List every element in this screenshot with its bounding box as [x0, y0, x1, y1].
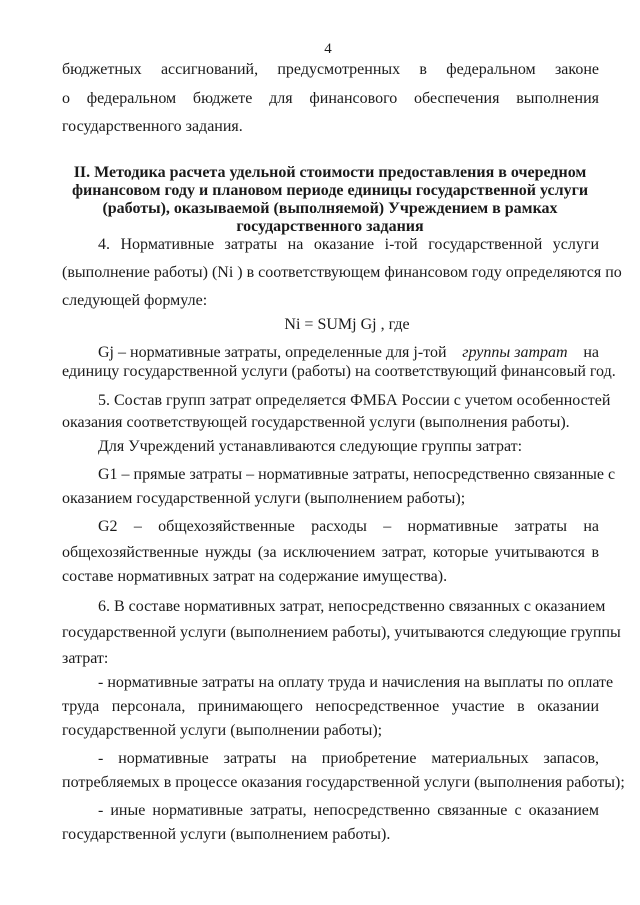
page-number: 4 — [324, 41, 332, 57]
formula: Ni = SUMj Gj , где — [284, 316, 410, 333]
intro-line-1: бюджетных ассигнований, предусмотренных в федеральном законе — [62, 61, 599, 78]
bullet-1-line-1: - нормативные затраты на оплату труда и начисления на выплаты по оплате — [98, 674, 614, 691]
gj-line-1 — [98, 343, 599, 363]
bullet-3-line-1: - иные нормативные затраты, непосредственно связанные с оказанием — [98, 802, 599, 819]
p5-line-2: оказания соответствующей государственной услуги (выполнения работы). — [62, 414, 570, 431]
bullet-3-line-2: государственной услуги (выполнением работы). — [62, 826, 391, 843]
p4-line-1: 4. Нормативные затраты на оказание i-той государственной услуги — [98, 236, 599, 253]
p5-line-1: 5. Состав групп затрат определяется ФМБА России с учетом особенностей — [98, 392, 611, 409]
g2-line-1: G2 – общехозяйственные расходы – нормативные затраты на — [98, 518, 599, 535]
bullet-1-line-2: труда персонала, принимающего непосредственное участие в оказании — [62, 698, 599, 715]
g1-line-1: G1 – прямые затраты – нормативные затраты, непосредственно связанные с — [98, 466, 616, 483]
section-title-line-2: финансовом году и плановом периоде единицы государственной услуги — [71, 182, 589, 199]
intro-line-3: государственного задания. — [62, 118, 243, 135]
gj-line-2: единицу государственной услуги (работы) на соответствующий финансовый год. — [62, 363, 616, 380]
g2-line-3: составе нормативных затрат на содержание имущества). — [62, 568, 448, 585]
section-title-line-1: II. Методика расчета удельной стоимости предоставления в очередном — [73, 164, 587, 181]
bullet-2-line-2: потребляемых в процессе оказания государственной услуги (выполнения работы); — [62, 774, 625, 791]
p4-line-3: следующей формуле: — [62, 292, 208, 309]
bullet-1-line-3: государственной услуги (выполнении работы); — [62, 722, 383, 739]
gj-tail: на — [583, 344, 599, 361]
gj-group-term: группы затрат — [462, 344, 568, 361]
bullet-2-line-1: - нормативные затраты на приобретение материальных запасов, — [98, 750, 599, 767]
p6-line-1: 6. В составе нормативных затрат, непосредственно связанных с оказанием — [98, 598, 606, 615]
groups-intro: Для Учреждений устанавливаются следующие группы затрат: — [98, 438, 523, 455]
gj-text: Gj – нормативные затраты, определенные для j-той — [98, 344, 447, 361]
intro-line-2: о федеральном бюджете для финансового обеспечения выполнения — [62, 90, 599, 107]
p6-line-3: затрат: — [62, 650, 109, 667]
p4-line-2: (выполнение работы) (Ni ) в соответствующем финансовом году определяются по — [62, 264, 622, 281]
section-title-line-4: государственного задания — [236, 218, 424, 235]
section-title-line-3: (работы), оказываемой (выполняемой) Учреждением в рамках — [102, 200, 558, 217]
p6-line-2: государственной услуги (выполнением работы), учитываются следующие группы — [62, 624, 621, 641]
g1-line-2: оказанием государственной услуги (выполнением работы); — [62, 490, 466, 507]
g2-line-2: общехозяйственные нужды (за исключением затрат, которые учитываются в — [62, 544, 599, 561]
